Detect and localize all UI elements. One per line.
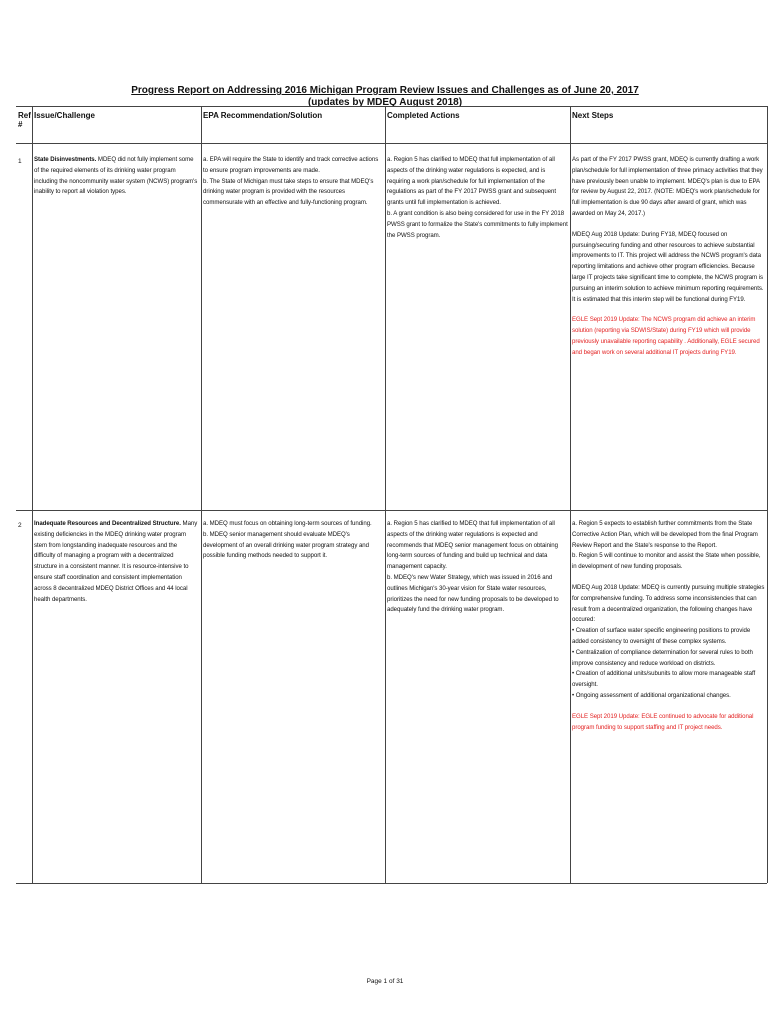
epa-text: a. MDEQ must focus on obtaining long-term sources of funding. b. MDEQ senior management should evaluate MDEQ's development of an overall drinking water program strategy and possible funding methods needed to support it.	[203, 520, 372, 560]
issue-cell	[34, 519, 198, 605]
col-divider-completed	[570, 106, 571, 883]
completed-cell	[387, 519, 569, 616]
next-steps-egle-update: EGLE Sept 2019 Update: EGLE continued to advocate for additional program funding to support staffing and IT project needs.	[572, 712, 754, 731]
row-ref: 2	[18, 522, 22, 529]
col-divider-ref	[32, 106, 33, 883]
header-bottom-border	[16, 143, 767, 144]
issue-text: Many existing deficiencies in the MDEQ drinking water program stem from longstanding inadequate resources and the difficulty of managing a program with a decentralized structure in a consistent manner. It is resource-intensive to ensure staff coordination and consistent implementation across 8 decentralized MDEQ District Offices and 44 local health departments.	[34, 520, 198, 603]
table-bottom-border	[16, 883, 767, 884]
completed-text: a. Region 5 has clarified to MDEQ that full implementation of all aspects of the drinking water regulations is expected and recommends that MDEQ senior management focus on obtaining long-term sources of funding and build up technical and data management capacity. b. MDEQ's new Water Strategy, which was issued in 2016 and outlines Michigan's 30-year vision for State water resources, prioritizes the need for new funding proposals to be developed to adequately fund the drinking water program.	[387, 520, 559, 614]
col-divider-issue	[201, 106, 202, 883]
next-steps-cell	[572, 155, 766, 359]
next-steps-cell	[572, 519, 766, 733]
next-steps-text: a. Region 5 expects to establish further commitments from the State Corrective Action Plan, which will be developed from the final Program Review Report and the State's response to the Report. b. Region 5 will continue to monitor and assist the State when possible, in development of new funding proposals.	[572, 520, 761, 571]
header-epa: EPA Recommendation/Solution	[203, 111, 323, 120]
header-next: Next Steps	[572, 111, 614, 120]
next-steps-egle-update: EGLE Sept 2019 Update: The NCWS program did achieve an interim solution (reporting via SDWIS/State) during FY19 which will provide previously unavailable reporting capability . Additionally, EGLE secured and began work on several additional IT projects during FY19.	[572, 316, 760, 356]
epa-text: a. EPA will require the State to identify and track corrective actions to ensure program improvements are made. b. The State of Michigan must take steps to ensure that MDEQ's drinking water program is provided with the resources commensurate with an effective and fully-functioning program.	[203, 156, 379, 207]
next-steps-update: MDEQ Aug 2018 Update: MDEQ is currently pursuing multiple strategies for comprehensive funding. To address some inconsistencies that can result from a decentralized organization, the following changes have occured: • Creation of surface water specific engineering positions to provide added consistency to oversight of these complex systems. • Centralization of compliance determination for several rules to both improve consistency and reduce workload on districts. • Creation of additional units/subunits to allow more manageable staff oversight. • Ongoing assessment of additional organizational changes.	[572, 583, 765, 699]
page-number: Page 1 of 31	[366, 978, 404, 985]
col-divider-next	[767, 106, 768, 883]
epa-cell	[203, 519, 384, 562]
table-top-border	[16, 106, 767, 107]
page-title: Progress Report on Addressing 2016 Michigan Program Review Issues and Challenges as of June 20, 2017	[131, 85, 639, 96]
header-ref: Ref #	[18, 111, 31, 129]
completed-cell	[387, 155, 569, 241]
row-separator	[16, 510, 767, 511]
completed-text: a. Region 5 has clarified to MDEQ that full implementation of all aspects of the drinking water regulations is expected, and is requiring a work plan/schedule for full implementation of the regulations as part of the FY 2017 PWSS grant and subsequent grants until full implementation is achieved. b. A grant condition is also being considered for use in the FY 2018 PWSS grant to formalize the State's commitments to fully implement the PWSS program.	[387, 156, 568, 239]
page-subtitle: (updates by MDEQ August 2018)	[307, 97, 463, 108]
header-completed: Completed Actions	[387, 111, 460, 120]
next-steps-text: As part of the FY 2017 PWSS grant, MDEQ is currently drafting a work plan/schedule for full implementation of three primacy activities that they have previously been unable to implement. MDEQ's plan is due to EPA for review by August 22, 2017. (NOTE: MDEQ's work plan/schedule for full implementation is due 90 days after award of grant, which was awarded on May 24, 2017.)	[572, 156, 763, 217]
header-issue: Issue/Challenge	[34, 111, 95, 120]
row-ref: 1	[18, 158, 22, 165]
col-divider-epa	[385, 106, 386, 883]
epa-cell	[203, 155, 384, 209]
issue-title: Inadequate Resources and Decentralized Structure.	[34, 520, 181, 527]
issue-cell	[34, 155, 198, 198]
issue-title: State Disinvestments.	[34, 156, 97, 163]
next-steps-update: MDEQ Aug 2018 Update: During FY18, MDEQ focused on pursuing/securing funding and other resources to achieve substantial improvements to IT. This project will address the NCWS program's data reporting limitations and achieve other program efficiencies. Because large IT projects take significant time to complete, the NCWS program is pursuing an interim solution to achieve minimum reporting requirements. It is estimated that this interim step will be functional during FY19.	[572, 230, 764, 303]
issue-text: MDEQ did not fully implement some of the required elements of its drinking water program including the noncommunity water system (NCWS) program's inability to report all violation types.	[34, 156, 198, 196]
